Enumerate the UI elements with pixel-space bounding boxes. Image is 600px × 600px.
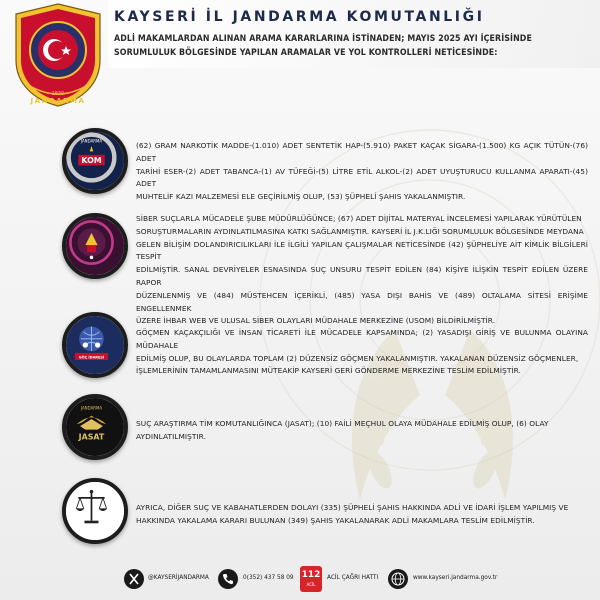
website-link[interactable]: www.kayseri.jandarma.gov.tr xyxy=(413,575,498,581)
section-text xyxy=(136,140,588,204)
emergency-112-badge[interactable] xyxy=(300,566,322,592)
phone-number[interactable]: 0(352) 437 58 09 xyxy=(243,575,294,581)
jasat-ring-text: JANDARMA xyxy=(80,405,103,411)
cyber-crime-badge-icon xyxy=(62,213,128,279)
emergency-number: 112 xyxy=(301,570,321,580)
text-line: HAKKINDA YAKALAMA KARARI BULUNAN (349) ŞAHIS YAKALANARAK ADLİ MAKAMLARA TESLİM EDİLMİŞTİR. xyxy=(136,515,535,525)
text-line: AYDINLATILMIŞTIR. xyxy=(136,431,206,441)
footer xyxy=(0,558,600,600)
scales-of-justice-icon xyxy=(62,478,128,544)
text-line: DÜZENLENMİŞ VE (484) MÜSTEHCEN İÇERİKLİ, (485) YASA DIŞI BAHİS VE (489) OLTALAMA SİTESİ ERİŞİME ENGELLENMEK xyxy=(136,290,588,313)
text-line: EDİLMİŞTİR. SANAL DEVRİYELER ESNASINDA SUÇ UNSURU TESPİT EDİLEN (84) KİŞİYE İLİŞKİN TESPİT EDİLEN ÜZERE RAPOR xyxy=(136,265,588,287)
text-line: EDİLMİŞ OLUP, BU OLAYLARDA TOPLAM (2) DÜZENSİZ GÖÇMEN YAKALANMIŞTIR. YAKALANAN DÜZENSİZ GÖÇMENLER, xyxy=(136,353,579,363)
emergency-label: ACİL ÇAĞRI HATTI xyxy=(327,575,379,581)
x-handle[interactable]: @KAYSERİJANDARMA xyxy=(148,575,209,581)
migration-badge-text: GÖÇ İDARESİ xyxy=(78,355,105,360)
section-text xyxy=(136,327,588,378)
jasat-badge-icon xyxy=(62,394,128,460)
text-line: (62) GRAM NARKOTİK MADDE-(1.010) ADET SENTETİK HAP-(5.910) PAKET KAÇAK SİGARA-(1.500) KG AÇIK TÜTÜN-(76) ADET xyxy=(136,141,588,163)
jandarma-emblem-icon xyxy=(12,2,104,108)
emergency-sub: ACİL xyxy=(306,582,316,587)
text-line: SORUŞTURMALARIN AYDINLATILMASINA KATKI SAĞLANMIŞTIR. KAYSERİ İL J.K.LIĞI SORUMLULUK BÖLGESİNDE MEYDANA xyxy=(136,226,584,236)
text-line: SUÇ ARAŞTIRMA TİM KOMUTANLIĞINCA (JASAT); (10) FAİLİ MEÇHUL OLAYA MÜDAHALE EDİLMİŞ OLUP, (6) OLAY xyxy=(136,419,549,428)
kom-badge-icon xyxy=(62,128,128,194)
x-social-icon[interactable] xyxy=(124,569,144,589)
page-subtitle: ADLİ MAKAMLARDAN ALINAN ARAMA KARARLARINA İSTİNADEN; MAYIS 2025 AYI İÇERİSİNDE SORUMLULUK BÖLGESİNDE YAPILAN ARAMALAR VE YOL KONTROLLERİ NETİCESİNDE: xyxy=(114,34,532,58)
text-line: TARİHİ ESER-(2) ADET TABANCA-(1) AV TÜFEĞİ-(5) LİTRE ETİL ALKOL-(2) ADET UYUŞTURUCU KULLANMA APARATI-(45) ADET xyxy=(136,166,588,189)
kom-badge-text: KOM xyxy=(81,156,102,166)
section-text xyxy=(136,213,588,328)
header xyxy=(0,0,600,105)
phone-icon[interactable] xyxy=(218,569,238,589)
text-line: ÜZERE İHBAR WEB VE ULUSAL SİBER OLAYLARI MÜDAHALE MERKEZİNE (USOM) BİLDİRİLMİŞTİR. xyxy=(136,316,496,326)
globe-www-icon[interactable] xyxy=(388,569,408,589)
page-title: KAYSERİ İL JANDARMA KOMUTANLIĞI xyxy=(114,9,485,25)
text-line: MUHTELİF KAZI MALZEMESİ ELE GEÇİRİLMİŞ OLUP, (53) ŞÜPHELİ ŞAHIS YAKALANMIŞTIR. xyxy=(136,192,466,202)
jasat-badge-text: JASAT xyxy=(78,432,105,442)
text-line: GÖÇMEN KAÇAKÇILIĞI VE İNSAN TİCARETİ İLE MÜCADELE KAPSAMINDA; (2) YASADIŞI GİRİŞ VE BULUNMA OLAYINA MÜDAHALE xyxy=(136,328,588,350)
text-line: GELEN BİLİŞİM DOLANDIRICILIKLARI İLE İLGİLİ YAPILAN ÇALIŞMALAR NETİCESİNDE (42) ŞÜPHELİYE AİT KİMLİK BİLGİLERİ TESPİT xyxy=(136,239,588,262)
text-line: İŞLEMLERİNİN TAMAMLANMASINI MÜTEAKİP KAYSERİ GERİ GÖNDERME MERKEZİNE TESLİM EDİLMİŞTİR. xyxy=(136,366,521,376)
text-line: SİBER SUÇLARLA MÜCADELE ŞUBE MÜDÜRLÜĞÜNCE; (67) ADET DİJİTAL MATERYAL İNCELEMESİ YAPILARAK YÜRÜTÜLEN xyxy=(136,214,582,223)
kom-ring-text: JANDARMA xyxy=(80,138,103,144)
section-text xyxy=(136,502,588,528)
text-line: AYRICA, DİĞER SUÇ VE KABAHATLERDEN DOLAYI (335) ŞÜPHELİ ŞAHIS HAKKINDA ADLİ VE İDARİ İŞLEM YAPILMIŞ VE xyxy=(136,503,569,512)
migration-badge-icon xyxy=(62,312,128,378)
section-text xyxy=(136,418,588,444)
emblem-text: JANDARMA xyxy=(30,97,86,105)
emblem-year: 1839 xyxy=(51,91,65,97)
